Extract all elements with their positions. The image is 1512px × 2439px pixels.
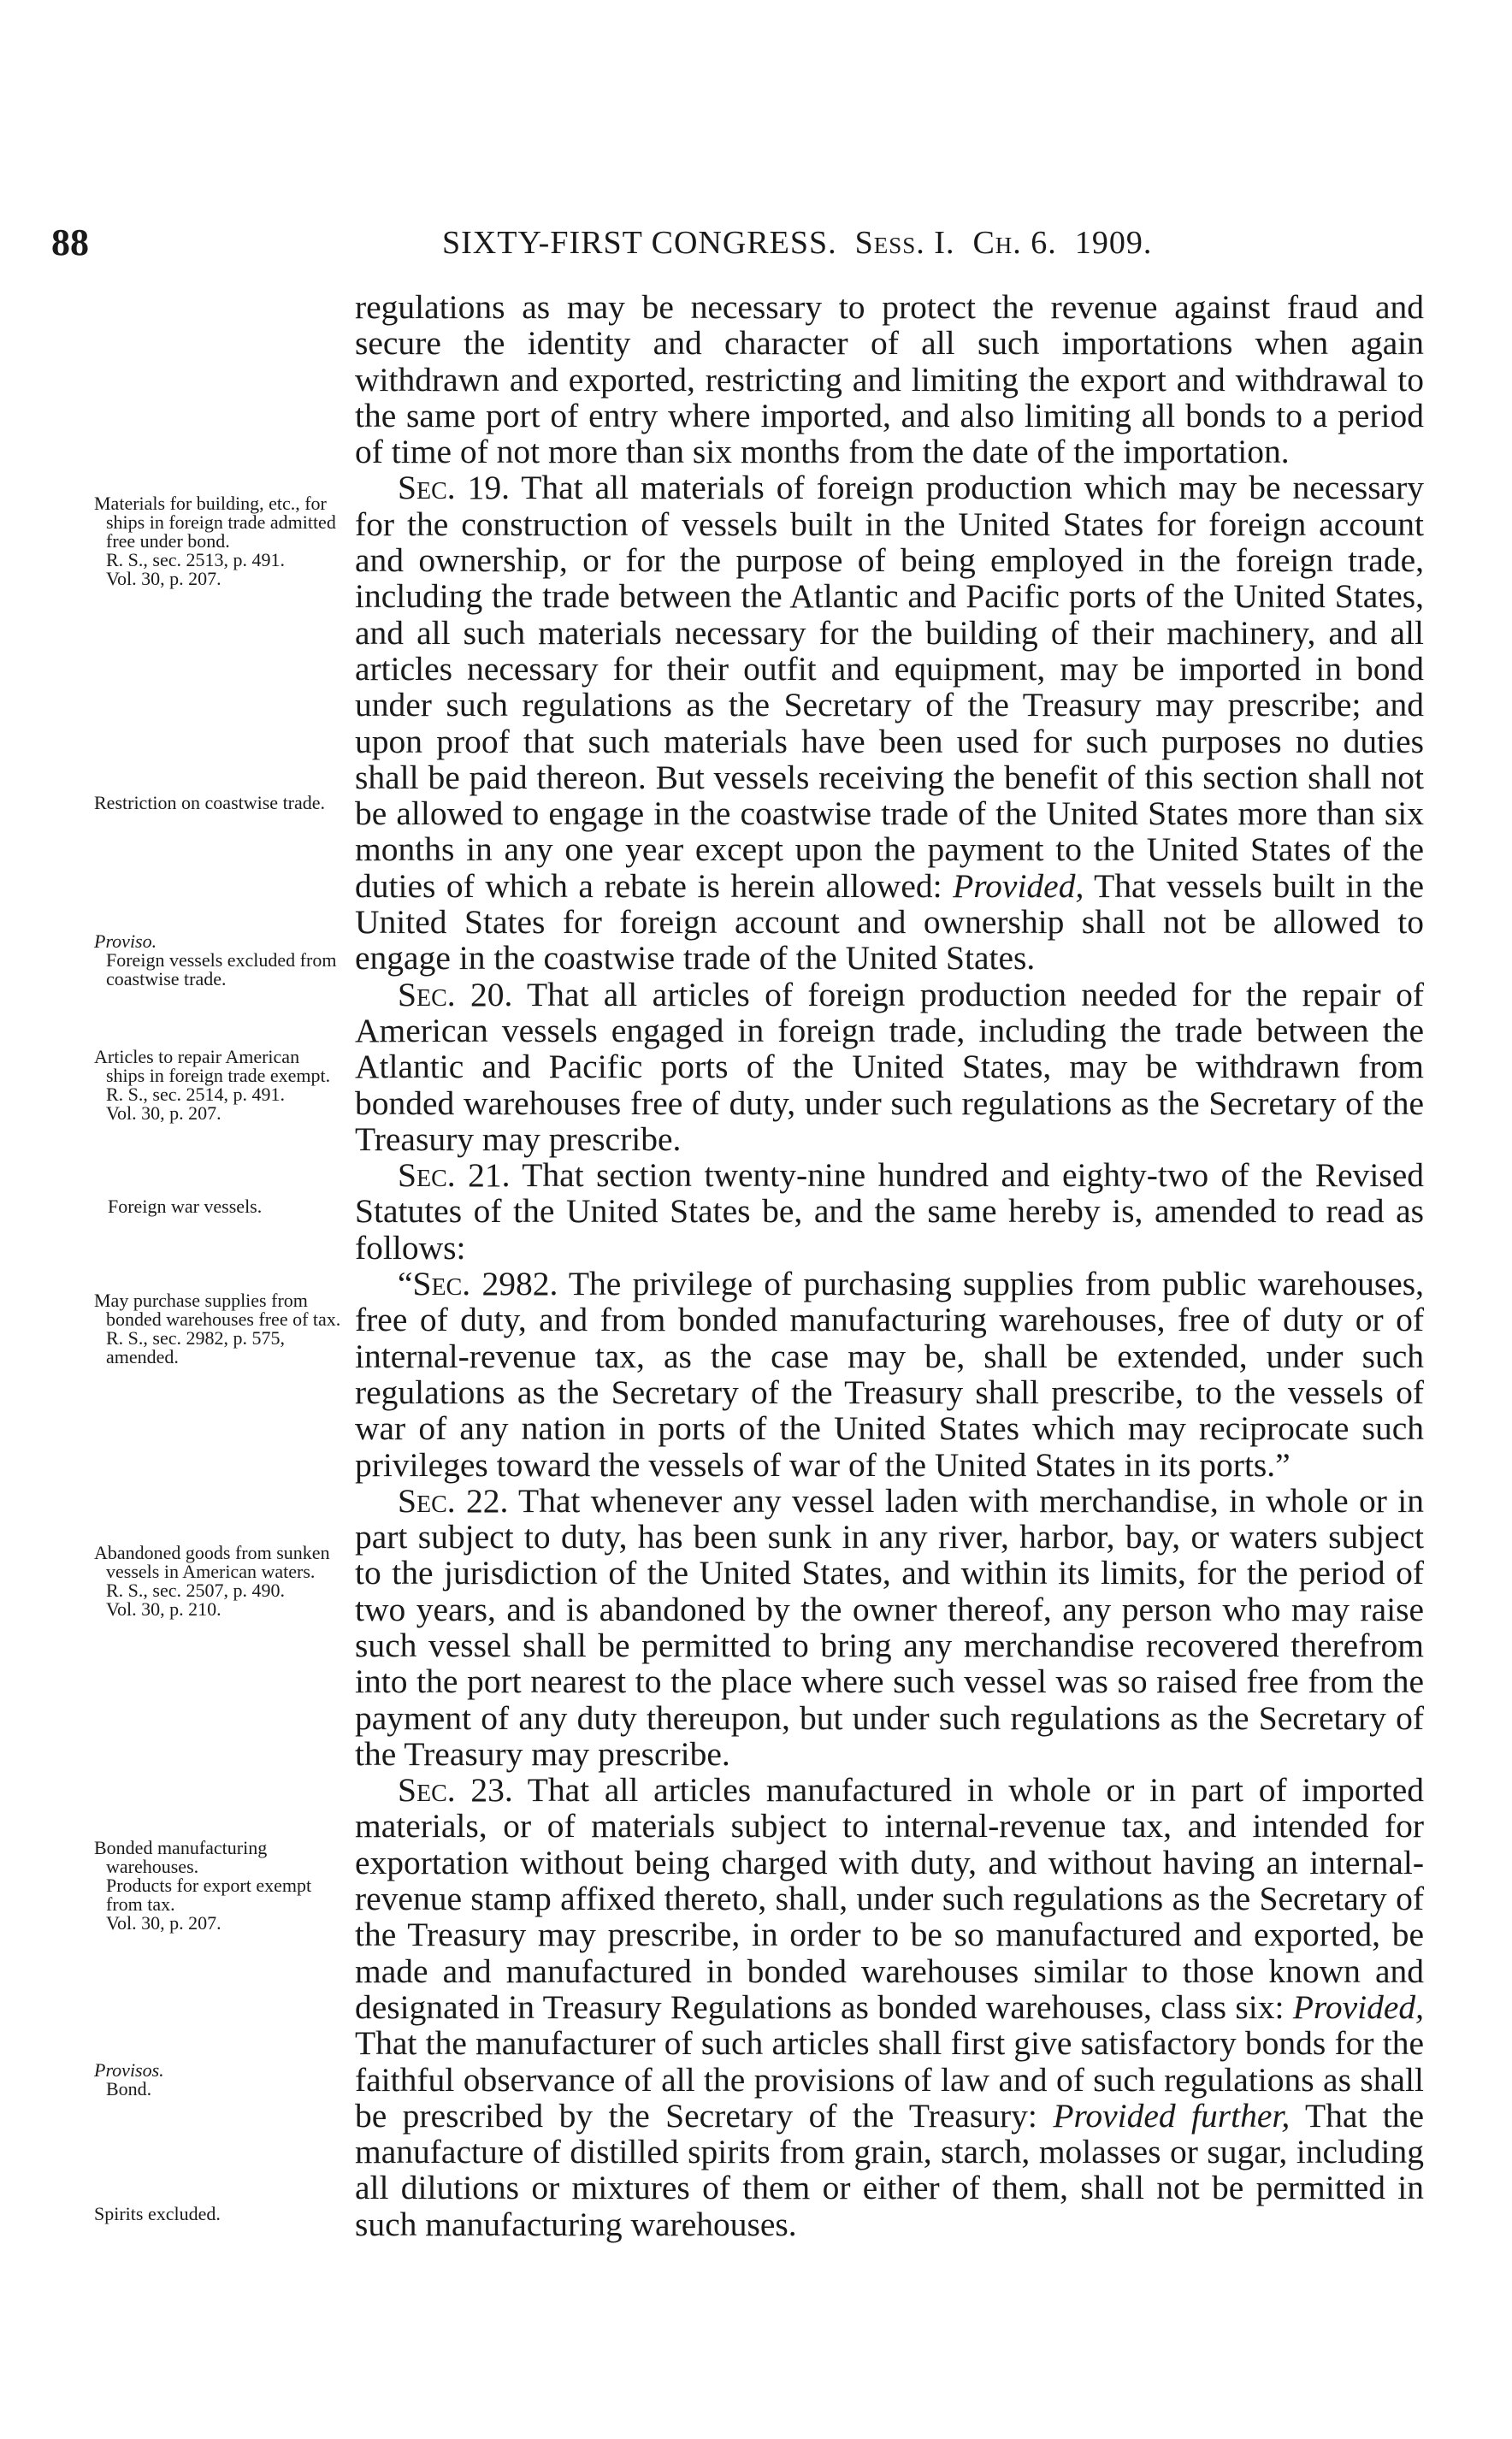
chapter-label: Ch. 6.	[972, 225, 1057, 261]
margin-note-spirits	[94, 2205, 342, 2223]
section-number: Sec. 21.	[398, 1156, 511, 1195]
margin-note-text: Products for export exempt from tax.	[106, 1875, 312, 1915]
page-header	[51, 221, 1462, 263]
margin-note-abandoned-goods	[94, 1544, 342, 1619]
open-quote: “	[398, 1265, 413, 1303]
margin-note-heading: Abandoned goods from sunken vessels in American waters.	[94, 1542, 330, 1582]
margin-note-heading: Materials for building, etc., for ships in foreign trade admitted free under bond.	[94, 493, 336, 552]
margin-note-citation: Vol. 30, p. 210.	[106, 1598, 221, 1620]
margin-note-provisos	[94, 2061, 342, 2099]
paragraph-text: That vessels built in the United States for foreign account and ownership shall not be allowed to engage in the coastwise trade of the United States.	[355, 866, 1424, 977]
section-21	[355, 1157, 1424, 1266]
margin-note-citation: R. S., sec. 2514, p. 491.	[106, 1084, 285, 1105]
paragraph-text: That all articles manufactured in whole or in part of imported materials, or of materials subject to internal-revenue tax, and intended for exportation without being charged with duty, and without having an internal-revenue stamp affixed thereto, shall, under such regulations as the Secretary of the Treasury may prescribe, in order to be so manufactured and exported, be made and manufactured in bonded warehouses similar to those known and designated in Treasury Regulations as bonded warehouses, class six:	[355, 1771, 1425, 2026]
paragraph-text: The privilege of purchasing supplies from public warehouses, free of duty, and from bonded manufacturing warehouses, free of duty or of internal-revenue tax, as the case may be, shall be extended, under such regulations as the Secretary of the Treasury shall prescribe, to the vessels of war of any nation in ports of the United States which may reciprocate such privileges toward the vessels of war of the United States in its ports.”	[355, 1265, 1425, 1484]
margin-note-war-vessels	[94, 1197, 342, 1216]
proviso-word: Provided,	[1292, 1987, 1424, 2026]
margin-note-bonded-warehouses	[94, 1839, 342, 1933]
paragraph-continuation	[355, 289, 1424, 469]
section-19	[355, 469, 1424, 976]
section-20	[355, 977, 1424, 1157]
margin-note-coastwise	[94, 794, 342, 812]
paragraph-text: That section twenty-nine hundred and eighty-two of the Revised Statutes of the United States be, and the same hereby is, amended to read as follows:	[355, 1156, 1425, 1267]
margin-note-citation: Vol. 30, p. 207.	[106, 568, 221, 589]
margin-note-repair-articles	[94, 1048, 342, 1123]
margin-note-materials	[94, 494, 342, 588]
section-number: Sec. 2982.	[412, 1265, 558, 1303]
margin-note-text: Foreign vessels excluded from coastwise trade.	[106, 949, 337, 989]
paragraph-text: That whenever any vessel laden with merchandise, in whole or in part subject to duty, has been sunk in any river, harbor, bay, or waters subject to the jurisdiction of the United States, and within its limits, for the period of two years, and is abandoned by the owner thereof, any person who may raise such vessel shall be permitted to bring any merchandise recovered therefrom into the port nearest to the place where such vessel was so raised free from the payment of any duty thereupon, but under such regulations as the Secretary of the Treasury may prescribe.	[355, 1481, 1424, 1773]
margin-note-citation: R. S., sec. 2507, p. 490.	[106, 1580, 285, 1601]
section-23	[355, 1772, 1424, 2242]
margin-note-heading: Foreign war vessels.	[108, 1196, 263, 1217]
section-2982-quote	[355, 1266, 1424, 1483]
running-head	[442, 224, 1152, 262]
session-label: Sess. I.	[854, 225, 955, 261]
margin-note-text: Bond.	[106, 2078, 152, 2099]
page-number: 88	[51, 221, 89, 263]
section-number: Sec. 19.	[398, 469, 510, 507]
paragraph-text: That all materials of foreign production which may be necessary for the construction of vessels built in the United States for foreign account and ownership, or for the purpose of being employed in the foreign trade, including the trade between the Atlantic and Pacific ports of the United States, and all such materials necessary for the building of their machinery, and all articles necessary for their outfit and equipment, may be imported in bond under such regulations as the Secretary of the Treasury may prescribe; and upon proof that such materials have been used for such purposes no duties shall be paid thereon. But vessels receiving the benefit of this section shall not be allowed to engage in the coastwise trade of the United States more than six months in any one year except upon the payment to the United States of the duties of which a rebate is herein allowed:	[355, 469, 1424, 905]
margin-note-citation: Vol. 30, p. 207.	[106, 1912, 221, 1934]
proviso-word: Provided further,	[1053, 2096, 1291, 2135]
statute-body	[355, 289, 1424, 2242]
margin-note-heading: Provisos.	[94, 2059, 164, 2081]
paragraph-text: regulations as may be necessary to protect the revenue against fraud and secure the identity and character of all such importations when again withdrawn and exported, restricting and limiting the export and withdrawal to the same port of entry where imported, and also limiting all bonds to a period of time of not more than six months from the date of the importation.	[355, 288, 1424, 471]
paragraph-text: That the manufacturer of such articles shall first give satisfactory bonds for the faithful observance of all the provisions of law and of such regulations as shall be prescribed by the Secretary of the Treasury:	[355, 2024, 1424, 2135]
section-number: Sec. 23.	[398, 1771, 513, 1810]
margin-note-heading: May purchase supplies from bonded warehouses free of tax.	[94, 1290, 341, 1330]
margin-note-heading: Restriction on coastwise trade.	[94, 792, 326, 813]
margin-note-citation: R. S., sec. 2513, p. 491.	[106, 549, 285, 570]
congress-title: SIXTY-FIRST CONGRESS.	[442, 225, 837, 261]
margin-note-heading: Spirits excluded.	[94, 2203, 221, 2224]
margin-note-heading: Bonded manufacturing warehouses.	[94, 1837, 268, 1877]
proviso-word: Provided,	[953, 866, 1084, 905]
margin-note-citation: Vol. 30, p. 207.	[106, 1102, 221, 1124]
margin-note-citation: R. S., sec. 2982, p. 575, amended.	[106, 1327, 285, 1367]
section-number: Sec. 22.	[398, 1481, 509, 1520]
paragraph-text: That all articles of foreign production needed for the repair of American vessels engaged in foreign trade, including the trade between the Atlantic and Pacific ports of the United States, may be withdrawn from bonded warehouses free of duty, under such regulations as the Secretary of the Treasury may prescribe.	[355, 975, 1424, 1158]
margin-note-proviso	[94, 932, 342, 989]
section-22	[355, 1483, 1424, 1772]
margin-note-supplies	[94, 1291, 342, 1367]
year-label: 1909.	[1074, 225, 1153, 261]
paragraph-text: That the manufacture of distilled spirits from grain, starch, molasses or sugar, including all dilutions or mixtures of them or either of them, shall not be permitted in such manufacturing warehouses.	[355, 2096, 1424, 2243]
section-number: Sec. 20.	[398, 975, 513, 1013]
margin-note-heading: Proviso.	[94, 930, 157, 952]
margin-note-heading: Articles to repair American ships in foreign trade exempt.	[94, 1046, 331, 1086]
